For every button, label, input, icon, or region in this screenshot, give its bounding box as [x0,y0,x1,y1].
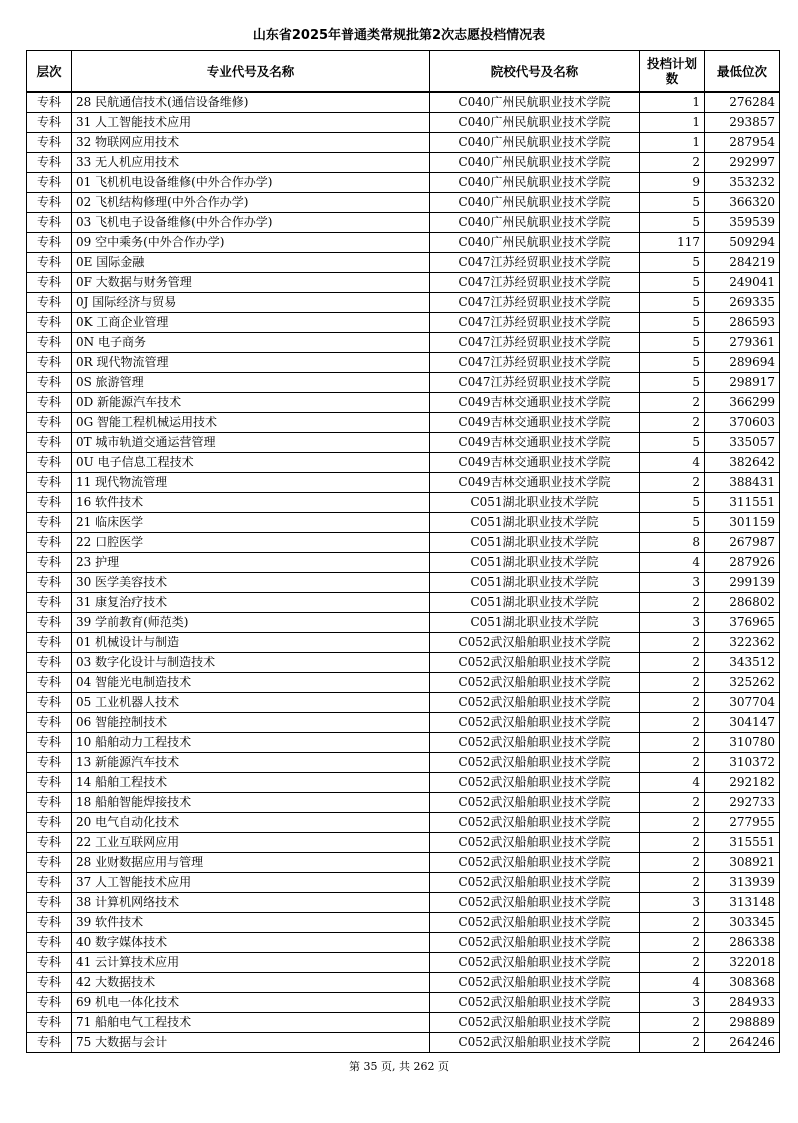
cell-rank: 286593 [705,313,780,333]
table-row [27,1033,780,1053]
cell-major: 05 工业机器人技术 [72,693,430,713]
cell-school: C052武汉船舶职业技术学院 [430,973,640,993]
cell-school: C049吉林交通职业技术学院 [430,433,640,453]
cell-level: 专科 [27,1013,72,1033]
cell-major: 18 船舶智能焊接技术 [72,793,430,813]
cell-major: 75 大数据与会计 [72,1033,430,1053]
cell-plan: 2 [640,153,705,173]
cell-level: 专科 [27,433,72,453]
cell-school: C052武汉船舶职业技术学院 [430,853,640,873]
cell-major: 33 无人机应用技术 [72,153,430,173]
table-row [27,913,780,933]
cell-school: C040广州民航职业技术学院 [430,233,640,253]
table-row [27,273,780,293]
cell-rank: 289694 [705,353,780,373]
cell-rank: 264246 [705,1033,780,1053]
cell-plan: 5 [640,353,705,373]
cell-rank: 308368 [705,973,780,993]
table-row [27,973,780,993]
table-row [27,133,780,153]
cell-plan: 2 [640,953,705,973]
cell-rank: 269335 [705,293,780,313]
cell-school: C052武汉船舶职业技术学院 [430,1013,640,1033]
cell-major: 30 医学美容技术 [72,573,430,593]
cell-school: C052武汉船舶职业技术学院 [430,693,640,713]
cell-school: C051湖北职业技术学院 [430,573,640,593]
cell-rank: 284219 [705,253,780,273]
cell-rank: 276284 [705,92,780,113]
cell-school: C051湖北职业技术学院 [430,513,640,533]
cell-major: 01 机械设计与制造 [72,633,430,653]
cell-rank: 249041 [705,273,780,293]
table-row [27,893,780,913]
cell-rank: 370603 [705,413,780,433]
cell-school: C047江苏经贸职业技术学院 [430,253,640,273]
cell-school: C052武汉船舶职业技术学院 [430,793,640,813]
cell-level: 专科 [27,133,72,153]
cell-rank: 298889 [705,1013,780,1033]
table-body [27,92,780,1053]
cell-plan: 2 [640,873,705,893]
cell-level: 专科 [27,173,72,193]
cell-major: 02 飞机结构修理(中外合作办学) [72,193,430,213]
cell-rank: 343512 [705,653,780,673]
table-row [27,453,780,473]
cell-rank: 277955 [705,813,780,833]
cell-level: 专科 [27,993,72,1013]
cell-rank: 366320 [705,193,780,213]
cell-major: 0J 国际经济与贸易 [72,293,430,313]
cell-major: 0R 现代物流管理 [72,353,430,373]
cell-level: 专科 [27,313,72,333]
cell-rank: 376965 [705,613,780,633]
cell-plan: 2 [640,673,705,693]
table-row [27,873,780,893]
cell-level: 专科 [27,353,72,373]
cell-level: 专科 [27,573,72,593]
table-row [27,853,780,873]
cell-rank: 322362 [705,633,780,653]
cell-plan: 4 [640,773,705,793]
cell-plan: 1 [640,113,705,133]
cell-school: C052武汉船舶职业技术学院 [430,653,640,673]
cell-level: 专科 [27,513,72,533]
cell-rank: 286338 [705,933,780,953]
cell-plan: 5 [640,213,705,233]
table-row [27,533,780,553]
table-row [27,933,780,953]
table-row [27,573,780,593]
cell-major: 23 护理 [72,553,430,573]
cell-plan: 4 [640,973,705,993]
cell-school: C052武汉船舶职业技术学院 [430,893,640,913]
cell-school: C047江苏经贸职业技术学院 [430,333,640,353]
cell-plan: 8 [640,533,705,553]
table-row [27,233,780,253]
cell-rank: 287954 [705,133,780,153]
cell-level: 专科 [27,273,72,293]
cell-major: 11 现代物流管理 [72,473,430,493]
cell-major: 09 空中乘务(中外合作办学) [72,233,430,253]
table-row [27,193,780,213]
cell-major: 0F 大数据与财务管理 [72,273,430,293]
cell-level: 专科 [27,293,72,313]
cell-plan: 3 [640,613,705,633]
cell-level: 专科 [27,773,72,793]
cell-major: 06 智能控制技术 [72,713,430,733]
cell-school: C051湖北职业技术学院 [430,613,640,633]
cell-level: 专科 [27,493,72,513]
cell-school: C052武汉船舶职业技术学院 [430,813,640,833]
cell-major: 22 口腔医学 [72,533,430,553]
cell-major: 16 软件技术 [72,493,430,513]
cell-level: 专科 [27,933,72,953]
cell-major: 39 学前教育(师范类) [72,613,430,633]
table-row [27,213,780,233]
cell-rank: 310372 [705,753,780,773]
table-row [27,393,780,413]
cell-plan: 2 [640,473,705,493]
table-row [27,793,780,813]
cell-rank: 313148 [705,893,780,913]
cell-level: 专科 [27,953,72,973]
cell-school: C049吉林交通职业技术学院 [430,473,640,493]
table-row [27,653,780,673]
table-row [27,92,780,113]
cell-rank: 299139 [705,573,780,593]
cell-major: 41 云计算技术应用 [72,953,430,973]
cell-school: C049吉林交通职业技术学院 [430,413,640,433]
cell-plan: 2 [640,913,705,933]
cell-major: 31 康复治疗技术 [72,593,430,613]
cell-school: C052武汉船舶职业技术学院 [430,1033,640,1053]
header-row [27,51,780,93]
cell-school: C047江苏经贸职业技术学院 [430,373,640,393]
cell-plan: 5 [640,433,705,453]
cell-rank: 286802 [705,593,780,613]
cell-rank: 307704 [705,693,780,713]
cell-major: 0T 城市轨道交通运营管理 [72,433,430,453]
cell-level: 专科 [27,853,72,873]
cell-level: 专科 [27,153,72,173]
cell-major: 39 软件技术 [72,913,430,933]
cell-school: C052武汉船舶职业技术学院 [430,993,640,1013]
cell-level: 专科 [27,733,72,753]
cell-plan: 2 [640,693,705,713]
cell-major: 69 机电一体化技术 [72,993,430,1013]
cell-plan: 5 [640,373,705,393]
table-row [27,633,780,653]
cell-school: C051湖北职业技术学院 [430,533,640,553]
cell-plan: 2 [640,733,705,753]
cell-rank: 366299 [705,393,780,413]
table-row [27,753,780,773]
cell-plan: 5 [640,333,705,353]
cell-school: C052武汉船舶职业技术学院 [430,673,640,693]
page-title: 山东省2025年普通类常规批第2次志愿投档情况表 [252,28,546,43]
cell-rank: 279361 [705,333,780,353]
cell-school: C040广州民航职业技术学院 [430,153,640,173]
header-major: 专业代号及名称 [72,51,430,93]
table-row [27,993,780,1013]
cell-level: 专科 [27,713,72,733]
cell-school: C052武汉船舶职业技术学院 [430,713,640,733]
cell-school: C052武汉船舶职业技术学院 [430,773,640,793]
cell-school: C049吉林交通职业技术学院 [430,393,640,413]
cell-plan: 2 [640,1033,705,1053]
cell-school: C040广州民航职业技术学院 [430,113,640,133]
cell-major: 21 临床医学 [72,513,430,533]
cell-level: 专科 [27,453,72,473]
cell-plan: 2 [640,813,705,833]
header-level: 层次 [27,51,72,93]
cell-plan: 5 [640,513,705,533]
cell-plan: 4 [640,453,705,473]
cell-rank: 322018 [705,953,780,973]
cell-level: 专科 [27,533,72,553]
cell-school: C052武汉船舶职业技术学院 [430,753,640,773]
cell-major: 32 物联网应用技术 [72,133,430,153]
cell-rank: 304147 [705,713,780,733]
cell-plan: 2 [640,413,705,433]
page-footer: 第 35 页, 共 262 页 [349,1060,449,1073]
cell-major: 28 民航通信技术(通信设备维修) [72,92,430,113]
cell-school: C052武汉船舶职业技术学院 [430,733,640,753]
table-row [27,333,780,353]
table-row [27,513,780,533]
table-row [27,713,780,733]
cell-plan: 2 [640,713,705,733]
cell-school: C040广州民航职业技术学院 [430,213,640,233]
cell-major: 14 船舶工程技术 [72,773,430,793]
cell-school: C049吉林交通职业技术学院 [430,453,640,473]
cell-rank: 335057 [705,433,780,453]
cell-level: 专科 [27,193,72,213]
cell-rank: 313939 [705,873,780,893]
cell-level: 专科 [27,753,72,773]
cell-school: C051湖北职业技术学院 [430,553,640,573]
cell-rank: 287926 [705,553,780,573]
table-row [27,1013,780,1033]
cell-rank: 359539 [705,213,780,233]
cell-rank: 310780 [705,733,780,753]
cell-major: 42 大数据技术 [72,973,430,993]
cell-level: 专科 [27,393,72,413]
cell-level: 专科 [27,913,72,933]
cell-plan: 4 [640,553,705,573]
cell-major: 10 船舶动力工程技术 [72,733,430,753]
cell-level: 专科 [27,653,72,673]
cell-rank: 325262 [705,673,780,693]
cell-level: 专科 [27,613,72,633]
table-row [27,353,780,373]
cell-plan: 3 [640,573,705,593]
cell-level: 专科 [27,473,72,493]
cell-major: 20 电气自动化技术 [72,813,430,833]
table-row [27,113,780,133]
table-row [27,253,780,273]
cell-school: C052武汉船舶职业技术学院 [430,873,640,893]
cell-rank: 267987 [705,533,780,553]
cell-plan: 5 [640,293,705,313]
cell-rank: 298917 [705,373,780,393]
cell-level: 专科 [27,113,72,133]
cell-rank: 509294 [705,233,780,253]
cell-level: 专科 [27,813,72,833]
table-row [27,673,780,693]
cell-level: 专科 [27,793,72,813]
cell-major: 40 数字媒体技术 [72,933,430,953]
table-row [27,413,780,433]
cell-rank: 382642 [705,453,780,473]
cell-major: 03 飞机电子设备维修(中外合作办学) [72,213,430,233]
cell-level: 专科 [27,593,72,613]
cell-major: 31 人工智能技术应用 [72,113,430,133]
cell-major: 0K 工商企业管理 [72,313,430,333]
cell-major: 0G 智能工程机械运用技术 [72,413,430,433]
cell-level: 专科 [27,973,72,993]
cell-major: 71 船舶电气工程技术 [72,1013,430,1033]
cell-school: C051湖北职业技术学院 [430,493,640,513]
cell-school: C047江苏经贸职业技术学院 [430,313,640,333]
cell-plan: 5 [640,493,705,513]
cell-plan: 2 [640,393,705,413]
cell-rank: 308921 [705,853,780,873]
cell-rank: 315551 [705,833,780,853]
header-plan [640,51,705,93]
cell-plan: 117 [640,233,705,253]
admission-table [26,50,780,1053]
cell-level: 专科 [27,413,72,433]
table-row [27,473,780,493]
cell-level: 专科 [27,253,72,273]
header-plan-label: 投档计划数 [646,56,697,86]
cell-major: 0U 电子信息工程技术 [72,453,430,473]
cell-level: 专科 [27,833,72,853]
cell-major: 0E 国际金融 [72,253,430,273]
cell-school: C052武汉船舶职业技术学院 [430,933,640,953]
cell-level: 专科 [27,673,72,693]
cell-rank: 388431 [705,473,780,493]
cell-plan: 5 [640,193,705,213]
cell-rank: 311551 [705,493,780,513]
cell-rank: 303345 [705,913,780,933]
cell-school: C051湖北职业技术学院 [430,593,640,613]
cell-rank: 353232 [705,173,780,193]
cell-school: C052武汉船舶职业技术学院 [430,953,640,973]
cell-rank: 293857 [705,113,780,133]
table-row [27,593,780,613]
cell-plan: 5 [640,253,705,273]
table-row [27,433,780,453]
cell-level: 专科 [27,233,72,253]
cell-level: 专科 [27,633,72,653]
cell-rank: 292182 [705,773,780,793]
table-row [27,953,780,973]
cell-school: C040广州民航职业技术学院 [430,193,640,213]
header-rank: 最低位次 [705,51,780,93]
cell-plan: 2 [640,833,705,853]
cell-level: 专科 [27,1033,72,1053]
cell-plan: 1 [640,133,705,153]
table-row [27,373,780,393]
table-row [27,693,780,713]
cell-rank: 292997 [705,153,780,173]
cell-major: 38 计算机网络技术 [72,893,430,913]
table-row [27,173,780,193]
cell-plan: 2 [640,633,705,653]
cell-major: 28 业财数据应用与管理 [72,853,430,873]
table-row [27,773,780,793]
cell-plan: 2 [640,933,705,953]
cell-plan: 3 [640,893,705,913]
cell-school: C052武汉船舶职业技术学院 [430,913,640,933]
cell-school: C047江苏经贸职业技术学院 [430,273,640,293]
cell-level: 专科 [27,373,72,393]
table-row [27,493,780,513]
cell-level: 专科 [27,92,72,113]
table-row [27,293,780,313]
cell-rank: 284933 [705,993,780,1013]
cell-major: 0S 旅游管理 [72,373,430,393]
cell-school: C052武汉船舶职业技术学院 [430,833,640,853]
cell-rank: 292733 [705,793,780,813]
cell-plan: 1 [640,92,705,113]
cell-level: 专科 [27,213,72,233]
cell-plan: 5 [640,273,705,293]
cell-school: C052武汉船舶职业技术学院 [430,633,640,653]
cell-level: 专科 [27,693,72,713]
table-row [27,813,780,833]
cell-plan: 9 [640,173,705,193]
cell-plan: 2 [640,793,705,813]
cell-school: C040广州民航职业技术学院 [430,133,640,153]
cell-plan: 3 [640,993,705,1013]
cell-major: 13 新能源汽车技术 [72,753,430,773]
cell-level: 专科 [27,333,72,353]
cell-level: 专科 [27,893,72,913]
table-row [27,153,780,173]
cell-major: 0N 电子商务 [72,333,430,353]
cell-level: 专科 [27,873,72,893]
cell-rank: 301159 [705,513,780,533]
table-row [27,313,780,333]
table-row [27,833,780,853]
cell-level: 专科 [27,553,72,573]
cell-plan: 2 [640,593,705,613]
table-row [27,733,780,753]
cell-school: C040广州民航职业技术学院 [430,173,640,193]
table-row [27,613,780,633]
cell-plan: 2 [640,853,705,873]
cell-major: 37 人工智能技术应用 [72,873,430,893]
cell-major: 04 智能光电制造技术 [72,673,430,693]
cell-school: C047江苏经贸职业技术学院 [430,293,640,313]
cell-plan: 2 [640,653,705,673]
cell-major: 22 工业互联网应用 [72,833,430,853]
cell-plan: 5 [640,313,705,333]
cell-major: 01 飞机机电设备维修(中外合作办学) [72,173,430,193]
cell-plan: 2 [640,753,705,773]
table-row [27,553,780,573]
cell-plan: 2 [640,1013,705,1033]
header-school: 院校代号及名称 [430,51,640,93]
cell-major: 0D 新能源汽车技术 [72,393,430,413]
cell-school: C047江苏经贸职业技术学院 [430,353,640,373]
cell-major: 03 数字化设计与制造技术 [72,653,430,673]
cell-school: C040广州民航职业技术学院 [430,92,640,113]
